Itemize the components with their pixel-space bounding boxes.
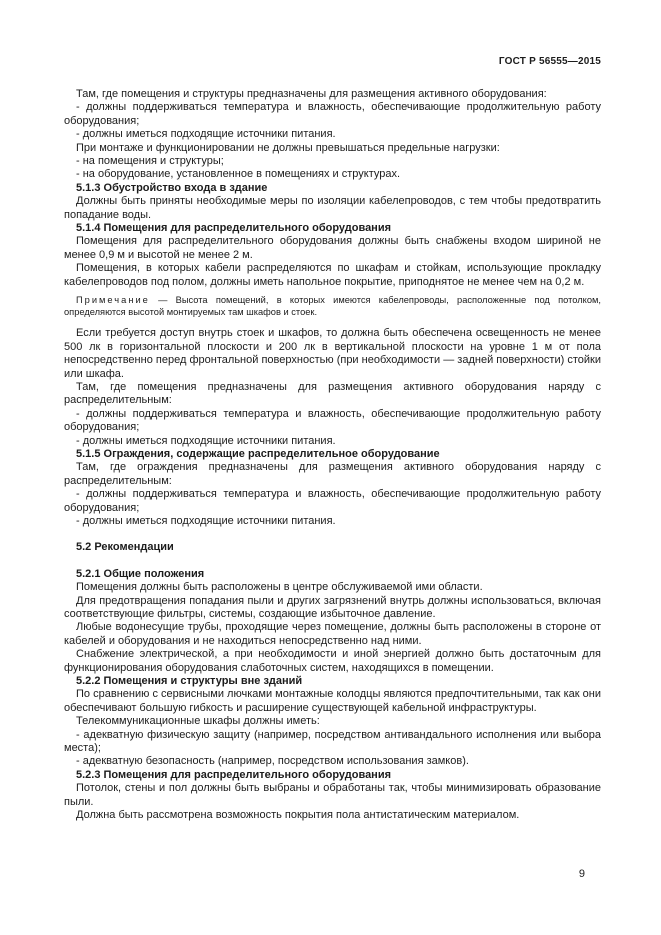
paragraph: - должны поддерживаться температура и влажность, обеспечивающие продолжительную работу оборудования;: [64, 101, 601, 127]
section-heading: 5.2 Рекомендации: [76, 541, 174, 554]
section-heading: 5.2.3 Помещения для распределительного оборудования: [76, 768, 392, 781]
paragraph: При монтаже и функционировании не должны превышаться предельные нагрузки:: [76, 141, 500, 154]
paragraph: Помещения, в которых кабели распределяются по шкафам и стойкам, использующие прокладку кабелепроводов под полом, должны иметь напольное покрытие, приподнятое не менее чем на 0,2 м.: [64, 262, 601, 288]
paragraph: - на помещения и структуры;: [76, 155, 224, 168]
paragraph: Там, где помещения и структуры предназначены для размещения активного оборудования:: [76, 88, 547, 100]
paragraph: Потолок, стены и пол должны быть выбраны и обработаны так, чтобы минимизировать образование пыли.: [64, 782, 601, 808]
section-heading: 5.2.1 Общие положения: [76, 567, 205, 580]
paragraph: Должны быть приняты необходимые меры по изоляции кабелепроводов, с тем чтобы предотвратить попадание воды.: [64, 195, 601, 221]
paragraph: - должны поддерживаться температура и влажность, обеспечивающие продолжительную работу оборудования;: [64, 407, 601, 434]
paragraph: Помещения должны быть расположены в центре обслуживаемой ими области.: [76, 581, 483, 594]
paragraph: Для предотвращения попадания пыли и других загрязнений внутрь должны использоваться, включая соответствующие фильтры, системы, создающие избыточное давление.: [64, 594, 601, 620]
paragraph: - должны поддерживаться температура и влажность, обеспечивающие продолжительную работу оборудования;: [64, 488, 601, 514]
document-body: [64, 88, 601, 823]
page-number: 9: [578, 868, 585, 880]
paragraph: - адекватную безопасность (например, посредством использования замков).: [76, 755, 469, 768]
paragraph: Снабжение электрической, а при необходимости и иной энергией должно быть достаточным для функционирования оборудования слаботочных систем, находящихся в помещении.: [64, 648, 601, 674]
paragraph: Там, где помещения предназначены для размещения активного оборудования наряду с распределительным:: [64, 380, 601, 407]
paragraph: - должны иметься подходящие источники питания.: [76, 128, 336, 141]
paragraph: Там, где ограждения предназначены для размещения активного оборудования наряду с распределительным:: [64, 461, 601, 487]
doc-number: ГОСТ Р 56555—2015: [498, 56, 601, 67]
paragraph: - адекватную физическую защиту (например, посредством антивандального исполнения или выбора места);: [64, 728, 601, 755]
note-paragraph: Примечание — Высота помещений, в которых имеются кабелепроводы, расположенные под потолком, определяются высотой монтируемых там шкафов и стоек.: [64, 295, 601, 317]
section-heading: 5.1.3 Обустройство входа в здание: [76, 181, 268, 194]
paragraph: Помещения для распределительного оборудования должны быть снабжены входом шириной не менее 0,9 м и высотой не менее 2 м.: [64, 235, 601, 261]
paragraph: - должны иметься подходящие источники питания.: [76, 514, 336, 527]
paragraph: Любые водонесущие трубы, проходящие через помещение, должны быть расположены в стороне от кабелей и оборудования и не находиться непосредственно над ними.: [64, 621, 601, 647]
paragraph: Если требуется доступ внутрь стоек и шкафов, то должна быть обеспечена освещенность не менее 500 лк в горизонтальной плоскости и 200 лк в вертикальной плоскости на уровне 1 м от пола непосредственно перед фронтальной поверхностью (при необходимости — задней поверхности) стойки или шкафа.: [64, 327, 601, 380]
paragraph: Должна быть рассмотрена возможность покрытия пола антистатическим материалом.: [76, 809, 520, 822]
section-heading: 5.1.4 Помещения для распределительного оборудования: [76, 222, 392, 235]
note-label: Примечание: [76, 295, 150, 306]
paragraph: - должны иметься подходящие источники питания.: [76, 434, 336, 447]
paragraph: По сравнению с сервисными лючками монтажные колодцы являются предпочтительными, так как они обеспечивают большую гибкость и расширение существующей кабельной инфраструктуры.: [64, 688, 601, 714]
paragraph: Телекоммуникационные шкафы должны иметь:: [76, 715, 320, 728]
section-heading: 5.2.2 Помещения и структуры вне зданий: [76, 675, 303, 688]
section-heading: 5.1.5 Ограждения, содержащие распределительное оборудование: [76, 447, 440, 460]
paragraph: - на оборудование, установленное в помещениях и структурах.: [76, 168, 401, 181]
